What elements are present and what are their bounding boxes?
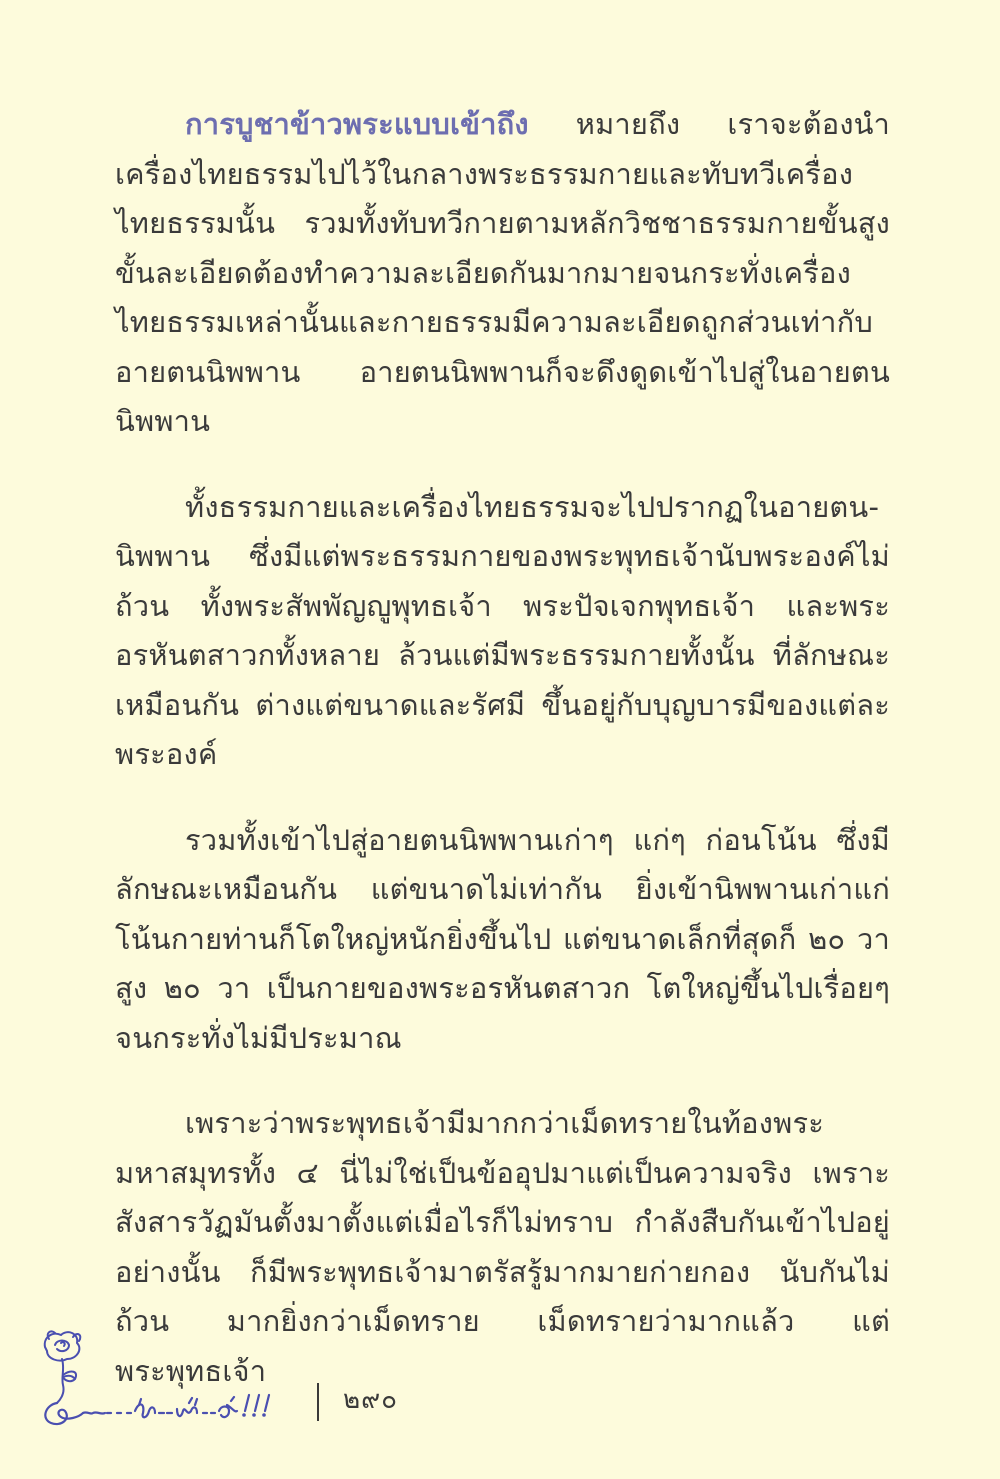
- paragraph-3: รวมทั้งเข้าไปสู่อายตนนิพพานเก่าๆ แก่ๆ ก่อนโน้น ซึ่งมีลักษณะเหมือนกัน แต่ขนาดไม่เท่ากัน ยิ่งเข้านิพพานเก่าแก่โน้นกายท่านก็โตใหญ่หนักยิ่งขึ้นไป แต่ขนาดเล็กที่สุดก็ ๒๐ วา สูง ๒๐ วา เป็นกายของพระอรหันตสาวก โตใหญ่ขึ้นไปเรื่อยๆ จนกระทั่งไม่มีประมาณ: [115, 822, 890, 1055]
- page-body: [115, 100, 890, 1432]
- rose-signature-logo: [35, 1325, 305, 1435]
- paragraph-4: เพราะว่าพระพุทธเจ้ามีมากกว่าเม็ดทรายในท้องพระมหาสมุทรทั้ง ๔ นี่ไม่ใช่เป็นข้ออุปมาแต่เป็นความจริง เพราะสังสารวัฏมันตั้งมาตั้งแต่เมื่อไรก็ไม่ทราบ กำลังสืบกันเข้าไปอยู่อย่างนั้น ก็มีพระพุทธเจ้ามาตรัสรู้มากมายก่ายกอง นับกันไม่ถ้วน มากยิ่งกว่าเม็ดทราย เม็ดทรายว่ามากแล้ว แต่พระพุทธเจ้า: [115, 1106, 890, 1388]
- page-footer: [35, 1325, 535, 1435]
- page-number: ๒๙๐: [343, 1385, 399, 1415]
- paragraph-1-text: หมายถึง เราจะต้องนำเครื่องไทยธรรมไปไว้ในกลางพระธรรมกายและทับทวีเครื่องไทยธรรมนั้น รวมทั้งทับทวีกายตามหลักวิชชาธรรมกายขั้นสูง ขั้นละเอียดต้องทำความละเอียดกันมากมายจนกระทั่งเครื่องไทยธรรมเหล่านั้นและกายธรรมมีความละเอียดถูกส่วนเท่ากับอายตนนิพพาน อายตนนิพพานก็จะดึงดูดเข้าไปสู่ในอายตนนิพพาน: [115, 107, 890, 438]
- paragraph-1: [115, 100, 890, 447]
- footer-divider: [317, 1383, 319, 1421]
- lead-phrase: การบูชาข้าวพระแบบเข้าถึง: [185, 107, 529, 141]
- logo-text: ฝัน...ท่อ...แท่...ลัก !!!: [95, 1431, 105, 1432]
- paragraph-2: ทั้งธรรมกายและเครื่องไทยธรรมจะไปปรากฏในอายตน-นิพพาน ซึ่งมีแต่พระธรรมกายของพระพุทธเจ้านับพระองค์ไม่ถ้วน ทั้งพระสัพพัญญูพุทธเจ้า พระปัจเจกพุทธเจ้า และพระอรหันตสาวกทั้งหลาย ล้วนแต่มีพระธรรมกายทั้งนั้น ที่ลักษณะเหมือนกัน ต่างแต่ขนาดและรัศมี ขึ้นอยู่กับบุญบารมีของแต่ละพระองค์: [115, 489, 890, 771]
